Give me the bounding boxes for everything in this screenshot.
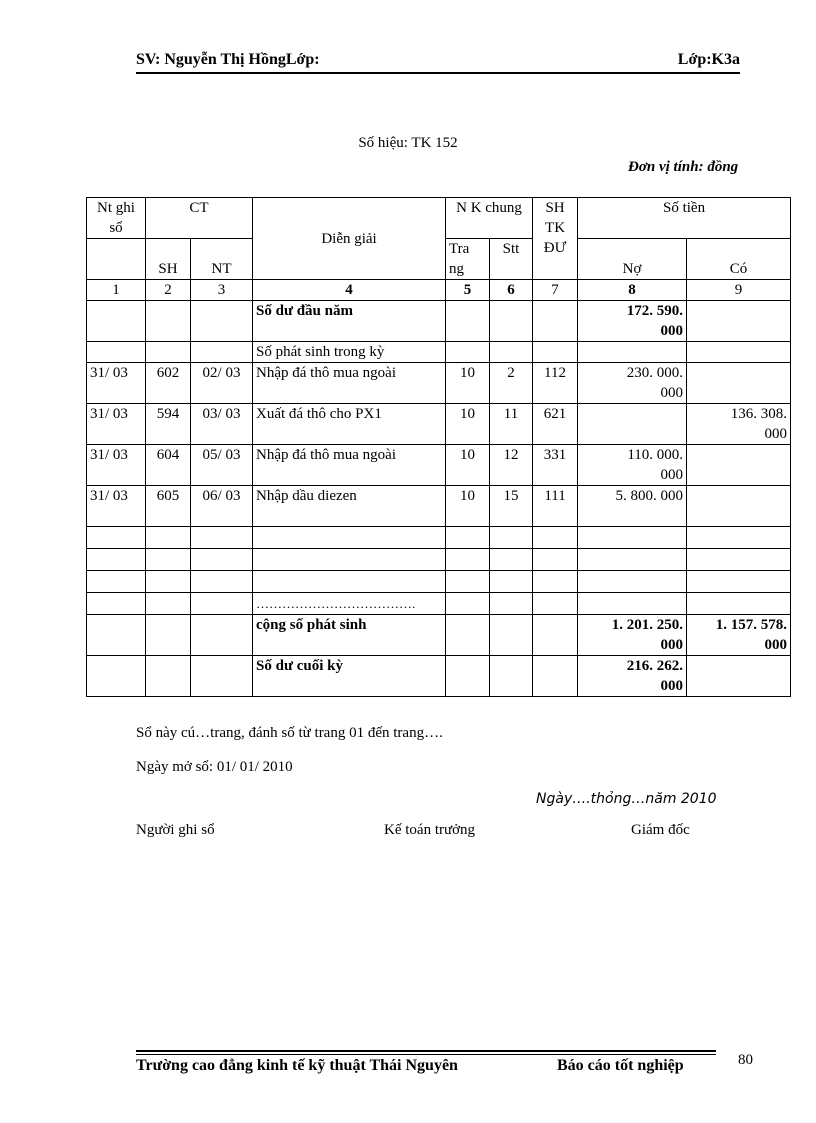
col-number: 4 <box>253 280 446 301</box>
col-header-sh: SH <box>146 239 191 280</box>
col-header-date: Nt ghi sổ <box>87 198 146 239</box>
table-row <box>87 342 791 363</box>
col-number: 2 <box>146 280 191 301</box>
cell-sh <box>146 342 191 363</box>
ledger-table <box>86 197 791 697</box>
cell-credit <box>687 342 791 363</box>
col-number: 5 <box>446 280 490 301</box>
cell-description: Nhập đá thô mua ngoài <box>253 363 446 404</box>
signature-recorder: Người ghi sổ <box>136 822 215 838</box>
cell-description: Số phát sinh trong kỳ <box>253 342 446 363</box>
cell-sh: 602 <box>146 363 191 404</box>
cell-description: Nhập đá thô mua ngoài <box>253 445 446 486</box>
cell-date: 31/ 03 <box>87 404 146 445</box>
table-row-empty <box>87 571 791 593</box>
table-row <box>87 486 791 527</box>
cell-stt <box>490 301 533 342</box>
cell-stt: 12 <box>490 445 533 486</box>
cell-account: 111 <box>533 486 578 527</box>
col-header-stt: Stt <box>490 239 533 280</box>
cell-date <box>87 342 146 363</box>
cell-account <box>533 342 578 363</box>
cell-date: 31/ 03 <box>87 363 146 404</box>
cell-nt <box>191 342 253 363</box>
total-label: cộng số phát sinh <box>253 615 446 656</box>
cell-stt: 11 <box>490 404 533 445</box>
cell-sh: 605 <box>146 486 191 527</box>
col-header-voucher: CT <box>146 198 253 239</box>
col-number: 9 <box>687 280 791 301</box>
col-number: 1 <box>87 280 146 301</box>
cell-description: Xuất đá thô cho PX1 <box>253 404 446 445</box>
cell-debit: 172. 590. 000 <box>578 301 687 342</box>
total-debit: 1. 201. 250. 000 <box>578 615 687 656</box>
table-header-row <box>87 198 791 239</box>
footer-rule <box>136 1054 716 1055</box>
col-number: 6 <box>490 280 533 301</box>
cell-nt: 03/ 03 <box>191 404 253 445</box>
cell-page: 10 <box>446 363 490 404</box>
cell-nt: 05/ 03 <box>191 445 253 486</box>
closing-balance-row <box>87 656 791 697</box>
table-row-empty <box>87 549 791 571</box>
footer-rule <box>136 1050 716 1052</box>
col-header-account: SH TK ĐƯ <box>533 198 578 280</box>
cell-nt: 06/ 03 <box>191 486 253 527</box>
page-number: 80 <box>738 1052 753 1068</box>
col-number: 3 <box>191 280 253 301</box>
cell-date <box>87 301 146 342</box>
cell-debit: 110. 000. 000 <box>578 445 687 486</box>
cell-page <box>446 342 490 363</box>
closing-debit: 216. 262. 000 <box>578 656 687 697</box>
date-line: Ngày….thỏng…năm 2010 <box>536 791 717 807</box>
col-header-nt: NT <box>191 239 253 280</box>
cell-account <box>533 301 578 342</box>
signature-director: Giám đốc <box>631 822 690 838</box>
cell-date: 31/ 03 <box>87 445 146 486</box>
table-row <box>87 404 791 445</box>
cell-sh <box>146 301 191 342</box>
cell-page: 10 <box>446 404 490 445</box>
column-number-row <box>87 280 791 301</box>
footer-school: Trường cao đẳng kinh tế kỹ thuật Thái Nguyên <box>136 1057 458 1074</box>
cell-debit <box>578 342 687 363</box>
cell-stt: 15 <box>490 486 533 527</box>
student-name: SV: Nguyễn Thị HồngLớp: <box>136 51 320 68</box>
cell-account: 112 <box>533 363 578 404</box>
cell-description: Số dư đầu năm <box>253 301 446 342</box>
header-spacer <box>87 239 146 280</box>
footer-report: Báo cáo tốt nghiệp <box>557 1057 684 1074</box>
currency-unit: Đơn vị tính: đồng <box>628 159 739 175</box>
dotted-placeholder: ………………………………. <box>253 593 446 615</box>
cell-credit: 136. 308. 000 <box>687 404 791 445</box>
col-header-journal: N K chung <box>446 198 533 239</box>
cell-debit: 230. 000. 000 <box>578 363 687 404</box>
cell-debit <box>578 404 687 445</box>
cell-credit <box>687 301 791 342</box>
class-label: Lớp:K3a <box>677 51 740 68</box>
cell-stt <box>490 342 533 363</box>
page-count-note: Sổ này cú…trang, đánh số từ trang 01 đến trang…. <box>136 725 443 741</box>
cell-nt: 02/ 03 <box>191 363 253 404</box>
col-header-debit: Nợ <box>578 239 687 280</box>
cell-page: 10 <box>446 486 490 527</box>
cell-debit: 5. 800. 000 <box>578 486 687 527</box>
open-date-note: Ngày mở sổ: 01/ 01/ 2010 <box>136 759 293 775</box>
cell-credit <box>687 445 791 486</box>
cell-stt: 2 <box>490 363 533 404</box>
table-row <box>87 445 791 486</box>
cell-account: 331 <box>533 445 578 486</box>
cell-account: 621 <box>533 404 578 445</box>
signature-chief-accountant: Kế toán trưởng <box>384 822 476 838</box>
cell-page <box>446 301 490 342</box>
cell-page: 10 <box>446 445 490 486</box>
table-row <box>87 363 791 404</box>
page-header <box>136 50 740 74</box>
cell-credit <box>687 363 791 404</box>
col-header-credit: Có <box>687 239 791 280</box>
col-number: 7 <box>533 280 578 301</box>
cell-sh: 604 <box>146 445 191 486</box>
cell-credit <box>687 486 791 527</box>
table-row-empty <box>87 527 791 549</box>
col-header-description: Diễn giải <box>253 198 446 280</box>
table-row-empty <box>87 593 791 615</box>
table-row <box>87 301 791 342</box>
col-header-page: Tra ng <box>446 239 490 280</box>
cell-date: 31/ 03 <box>87 486 146 527</box>
cell-sh: 594 <box>146 404 191 445</box>
account-number: Số hiệu: TK 152 <box>358 135 458 151</box>
cell-description: Nhập dầu diezen <box>253 486 446 527</box>
total-credit: 1. 157. 578. 000 <box>687 615 791 656</box>
col-header-amount: Số tiền <box>578 198 791 239</box>
total-row <box>87 615 791 656</box>
col-number: 8 <box>578 280 687 301</box>
cell-nt <box>191 301 253 342</box>
closing-label: Số dư cuối kỳ <box>253 656 446 697</box>
